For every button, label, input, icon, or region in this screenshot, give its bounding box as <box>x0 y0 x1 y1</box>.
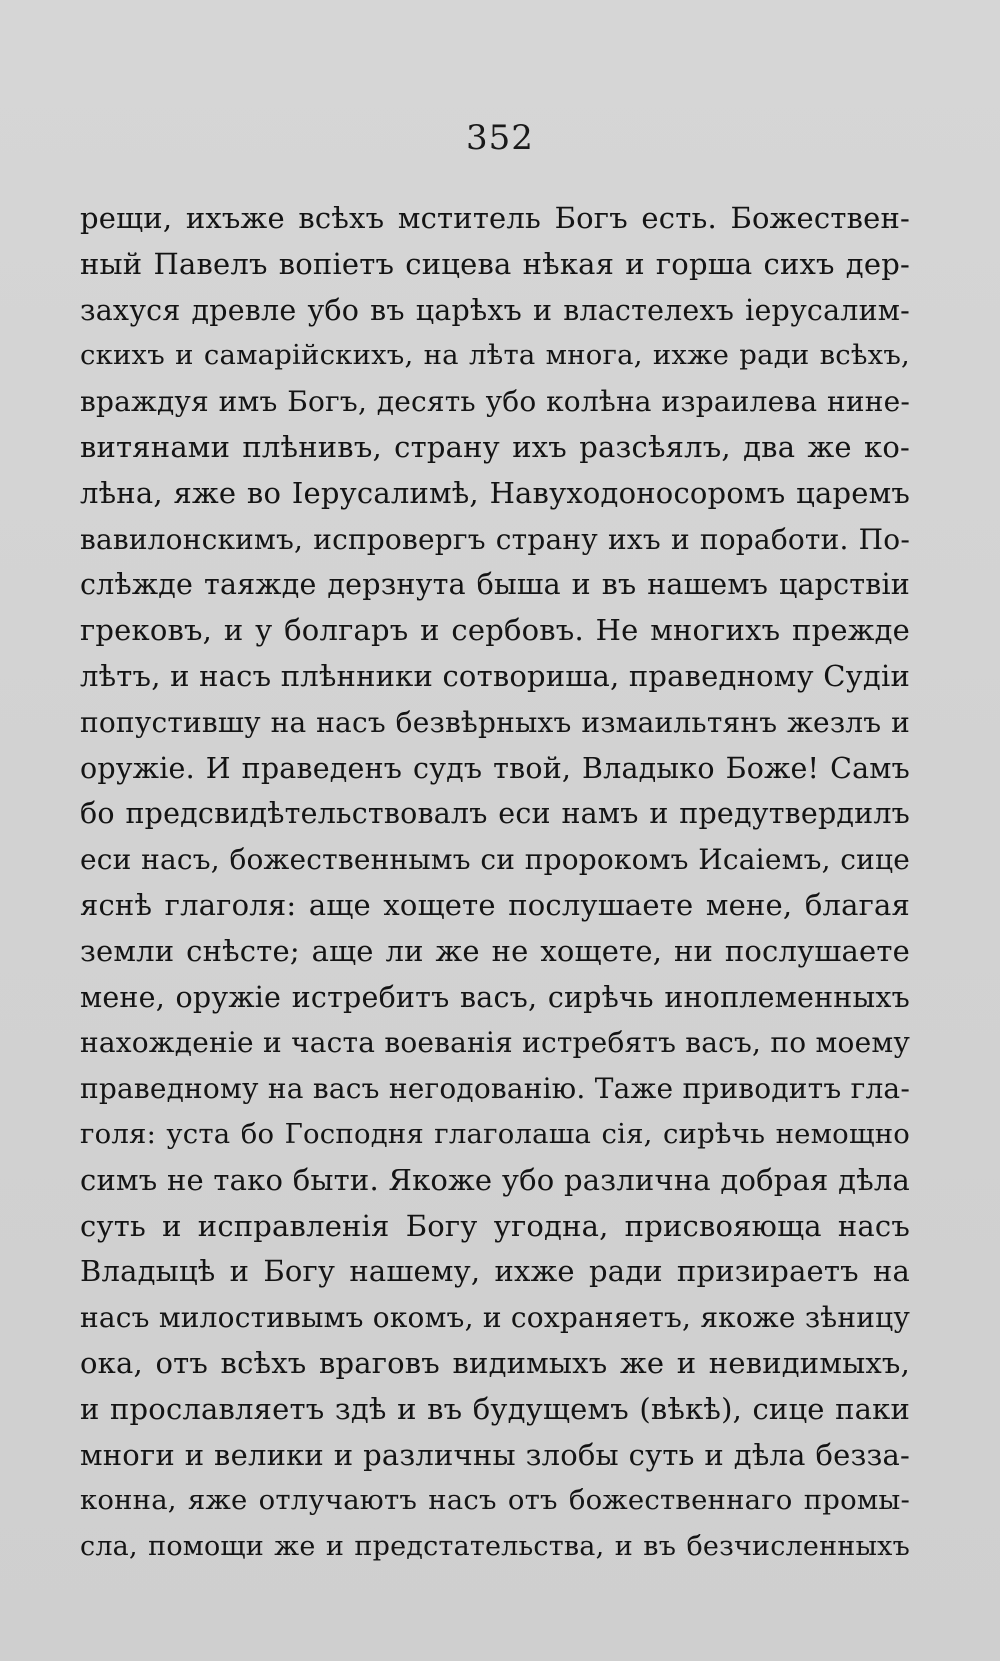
text-line: и прославляетъ здѣ и въ будущемъ (вѣкѣ), сице паки <box>80 1391 910 1426</box>
text-line: рещи, ихъже всѣхъ мститель Богъ есть. Божествен- <box>80 201 910 235</box>
text-line: слѣжде таяжде дерзнута быша и въ нашемъ царствіи <box>80 568 910 602</box>
text-line: нахожденіе и часта воеванія истребятъ васъ, по моему <box>80 1026 910 1060</box>
text-line: лѣтъ, и насъ плѣнники сотвориша, праведному Судіи <box>80 658 910 693</box>
text-line: попустившу на насъ безвѣрныхъ измаильтянъ жезлъ и <box>80 705 910 739</box>
text-line: еси насъ, божественнымъ си пророкомъ Исаіемъ, сице <box>80 843 910 877</box>
text-line: оружіе. И праведенъ судъ твой, Владыко Боже! Самъ <box>80 751 910 785</box>
text-line: мене, оружіе истребитъ васъ, сирѣчь иноплеменныхъ <box>80 980 910 1014</box>
text-line: ока, отъ всѣхъ враговъ видимыхъ же и невидимыхъ, <box>80 1345 910 1380</box>
text-line: сла, помощи же и предстательства, и въ безчисленныхъ <box>80 1531 910 1563</box>
text-line: суть и исправленія Богу угодна, присвояюща насъ <box>80 1208 910 1243</box>
text-line: насъ милостивымъ окомъ, и сохраняетъ, якоже зѣницу <box>80 1301 910 1335</box>
text-line: лѣна, яже во Іерусалимѣ, Навуходоносоромъ царемъ <box>80 475 910 510</box>
text-line: скихъ и самарійскихъ, на лѣта многа, ихже ради всѣхъ, <box>80 339 910 372</box>
text-line: симъ не тако быти. Якоже убо различна добрая дѣла <box>80 1162 910 1197</box>
text-line: конна, яже отлучаютъ насъ отъ божественнаго промы- <box>80 1484 910 1517</box>
text-line: бо предсвидѣтельствовалъ еси намъ и предутвердилъ <box>80 797 910 831</box>
text-line: грековъ, и у болгаръ и сербовъ. Не многихъ прежде <box>80 613 910 648</box>
text-line: многи и велики и различны злобы суть и дѣла безза- <box>80 1437 910 1472</box>
text-line: ный Павелъ вопіетъ сицева нѣкая и горша сихъ дер- <box>80 246 910 281</box>
page-number: 352 <box>466 118 534 158</box>
text-line: вавилонскимъ, испровергъ страну ихъ и поработи. По- <box>80 522 910 556</box>
text-line: витянами плѣнивъ, страну ихъ разсѣялъ, два же ко- <box>80 429 910 464</box>
text-line: земли снѣсте; аще ли же не хощете, ни послушаете <box>80 933 910 968</box>
text-line: праведному на васъ негодованію. Таже приводитъ гла- <box>80 1072 910 1106</box>
text-line: Владыцѣ и Богу нашему, ихже ради призираетъ на <box>80 1254 910 1289</box>
text-line: яснѣ глаголя: аще хощете послушаете мене, благая <box>80 887 910 922</box>
text-line: захуся древле убо въ царѣхъ и властелехъ іерусалим- <box>80 293 910 327</box>
text-line: голя: уста бо Господня глаголаша сія, сирѣчь немощно <box>80 1117 910 1150</box>
text-line: враждуя имъ Богъ, десять убо колѣна израилева нине- <box>80 385 910 419</box>
text-block <box>80 196 910 1570</box>
